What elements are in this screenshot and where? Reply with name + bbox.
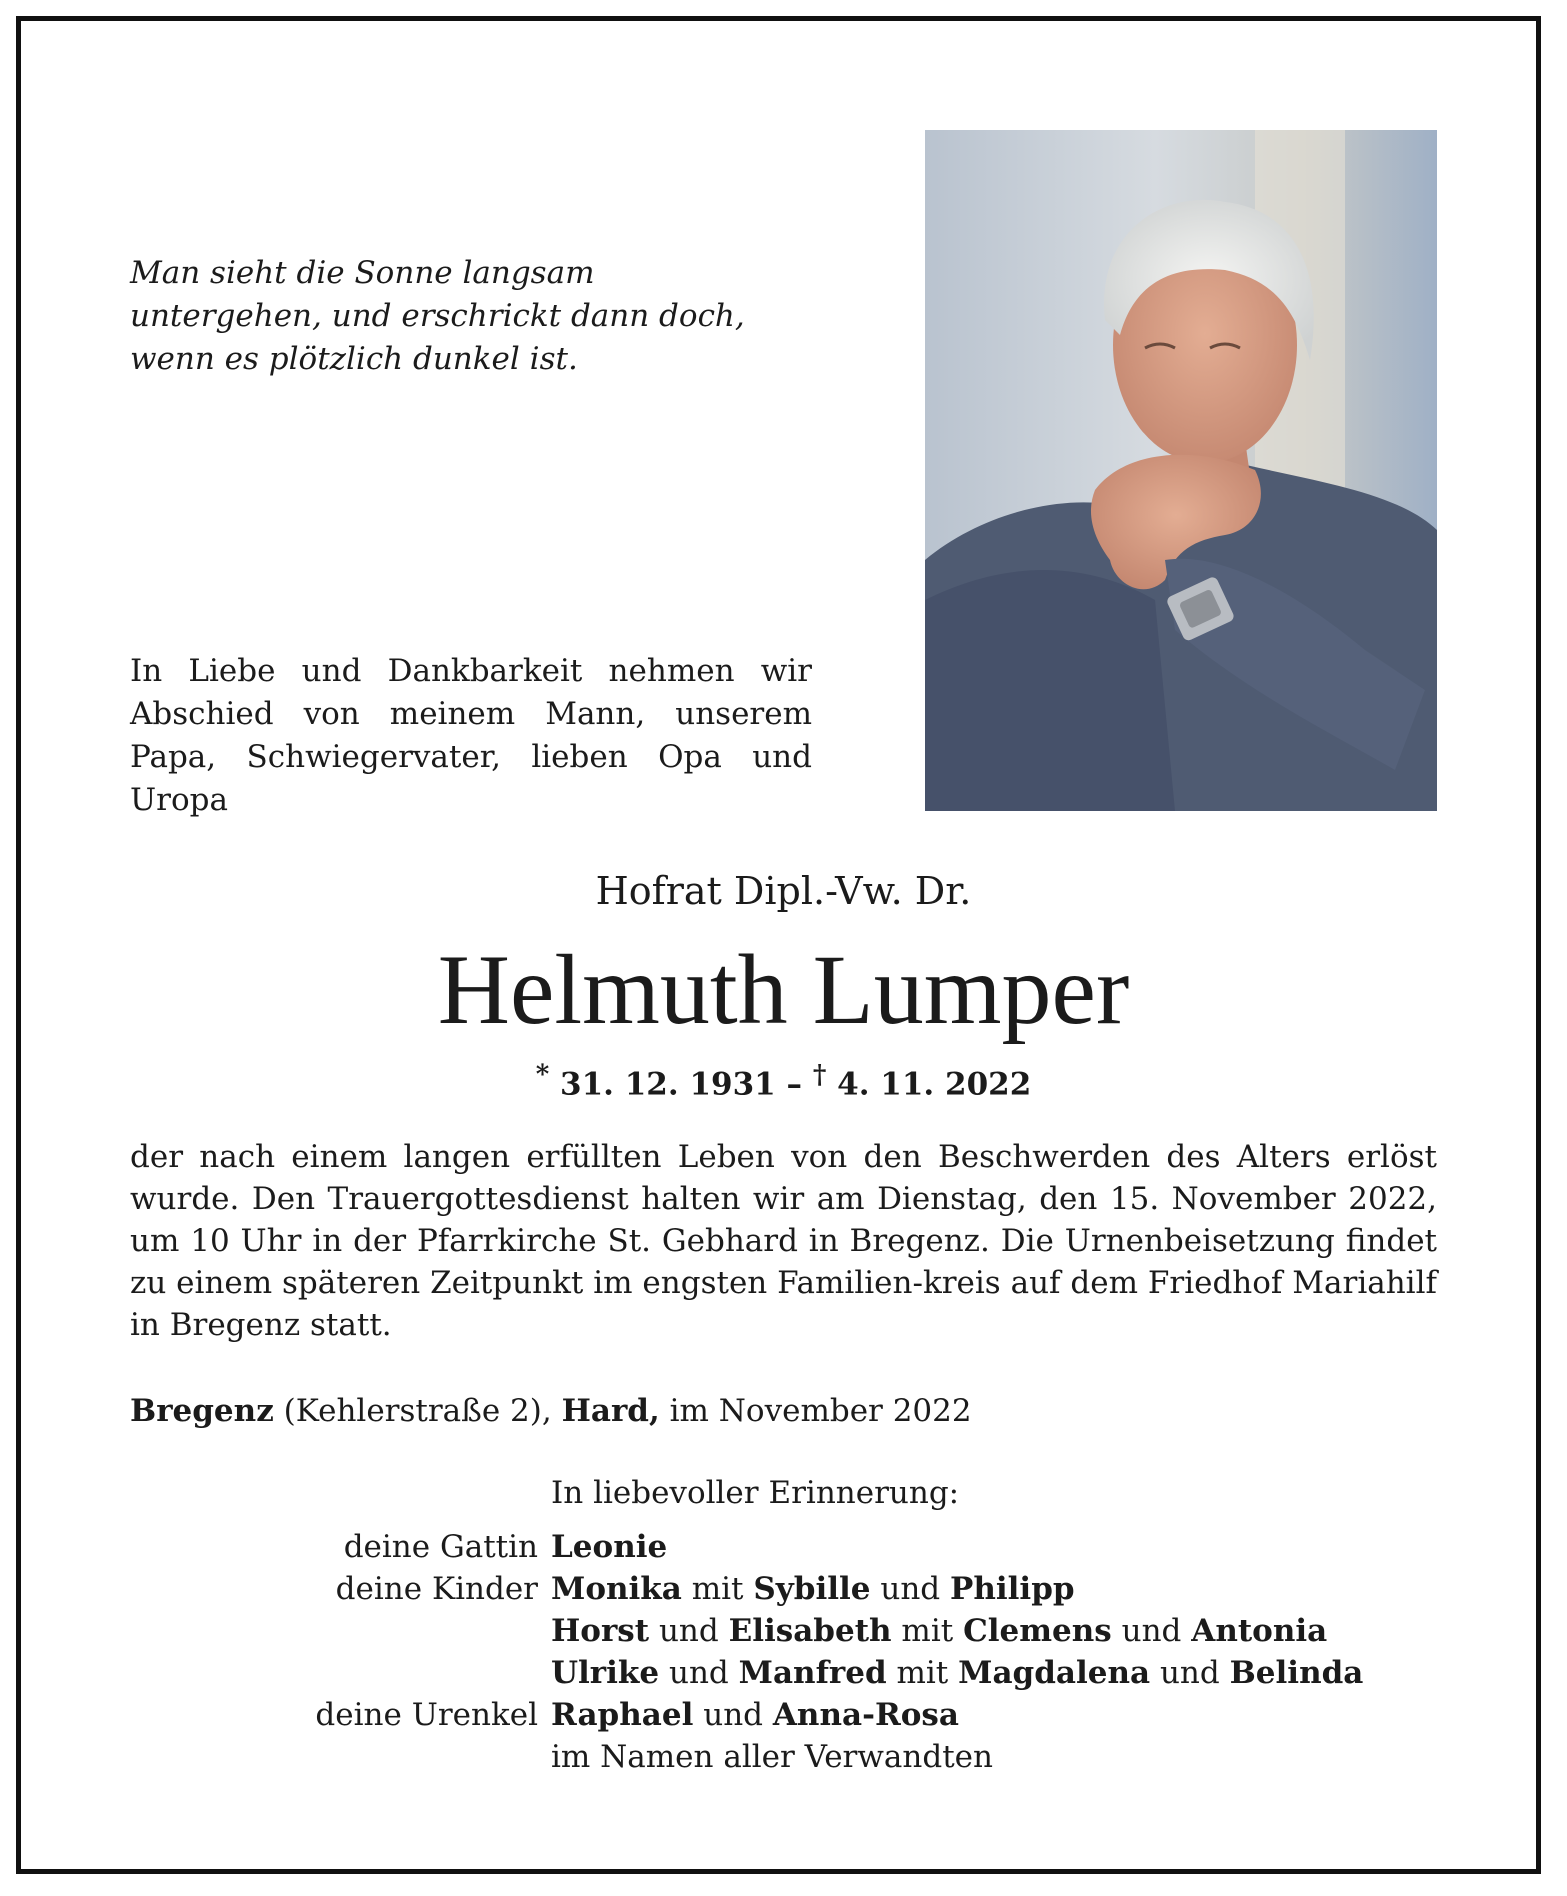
- family-name: Sybille: [753, 1571, 871, 1607]
- city-bregenz: Bregenz: [130, 1393, 274, 1429]
- connector: und: [1159, 1655, 1220, 1691]
- portrait-illustration: [925, 130, 1437, 811]
- born-symbol: *: [535, 1060, 550, 1090]
- death-date: 4. 11. 2022: [837, 1066, 1032, 1103]
- month-date: im November 2022: [669, 1393, 972, 1429]
- family-name: Magdalena: [958, 1655, 1151, 1691]
- connector: mit: [901, 1613, 954, 1649]
- family-name: Leonie: [551, 1529, 668, 1565]
- city-hard: Hard,: [561, 1393, 660, 1429]
- family-label: deine Gattin: [343, 1529, 538, 1565]
- family-name: Raphael: [551, 1697, 694, 1733]
- memory-heading: In liebevoller Erinnerung:: [551, 1475, 960, 1511]
- deceased-title: Hofrat Dipl.-Vw. Dr.: [595, 869, 972, 913]
- quote-line: untergehen, und erschrickt dann doch,: [130, 298, 745, 334]
- date-dash: –: [786, 1066, 803, 1103]
- connector: und: [703, 1697, 764, 1733]
- family-name: Monika: [551, 1571, 682, 1607]
- family-row-kinder-2: [130, 1610, 1440, 1652]
- family-row-kinder-3: [130, 1652, 1440, 1694]
- family-name: Elisabeth: [728, 1613, 892, 1649]
- address: (Kehlerstraße 2),: [283, 1393, 552, 1429]
- announcement-text: der nach einem langen erfüllten Leben von den Beschwerden des Alters erlöst wurde. Den Trauergottesdienst halten wir am Dienstag, den 15. November 2022, um 10 Uhr in der Pfarrkirche St. Gebhard in Bregenz. Die Urnenbeisetzung findet zu einem späteren Zeitpunkt im engsten Familien-kreis auf dem Friedhof Mariahilf in Bregenz statt.: [130, 1139, 1437, 1343]
- family-row-kinder-1: [130, 1568, 1440, 1610]
- died-symbol: †: [812, 1060, 827, 1090]
- family-label: deine Urenkel: [315, 1697, 538, 1733]
- portrait-photo: [925, 130, 1437, 811]
- family-name: Antonia: [1191, 1613, 1328, 1649]
- family-name: Horst: [551, 1613, 650, 1649]
- connector: mit: [896, 1655, 949, 1691]
- family-row-gattin: [130, 1526, 1440, 1568]
- birth-date: 31. 12. 1931: [560, 1066, 776, 1103]
- family-name: Ulrike: [551, 1655, 660, 1691]
- quote-line: Man sieht die Sonne langsam: [130, 255, 595, 291]
- family-label: deine Kinder: [335, 1571, 538, 1607]
- family-row-urenkel: [130, 1694, 1440, 1736]
- connector: und: [658, 1613, 719, 1649]
- deceased-name: Helmuth Lumper: [437, 934, 1130, 1045]
- connector: und: [880, 1571, 941, 1607]
- family-name: Manfred: [738, 1655, 887, 1691]
- connector: und: [668, 1655, 729, 1691]
- family-row-closing: [130, 1736, 1440, 1778]
- connector: mit: [691, 1571, 744, 1607]
- family-name: Philipp: [950, 1571, 1075, 1607]
- quote-line: wenn es plötzlich dunkel ist.: [130, 341, 578, 377]
- quote: [130, 252, 790, 381]
- closing-text: im Namen aller Verwandten: [551, 1739, 993, 1775]
- place-and-date: [130, 1390, 972, 1432]
- family-name: Clemens: [963, 1613, 1112, 1649]
- intro-text: In Liebe und Dankbarkeit nehmen wir Abschied von meinem Mann, unserem Papa, Schwiegervater, lieben Opa und Uropa: [130, 653, 812, 818]
- connector: und: [1121, 1613, 1182, 1649]
- family-name: Belinda: [1229, 1655, 1364, 1691]
- family-name: Anna-Rosa: [772, 1697, 959, 1733]
- family-list: [130, 1526, 1440, 1778]
- life-dates: [0, 1052, 1567, 1107]
